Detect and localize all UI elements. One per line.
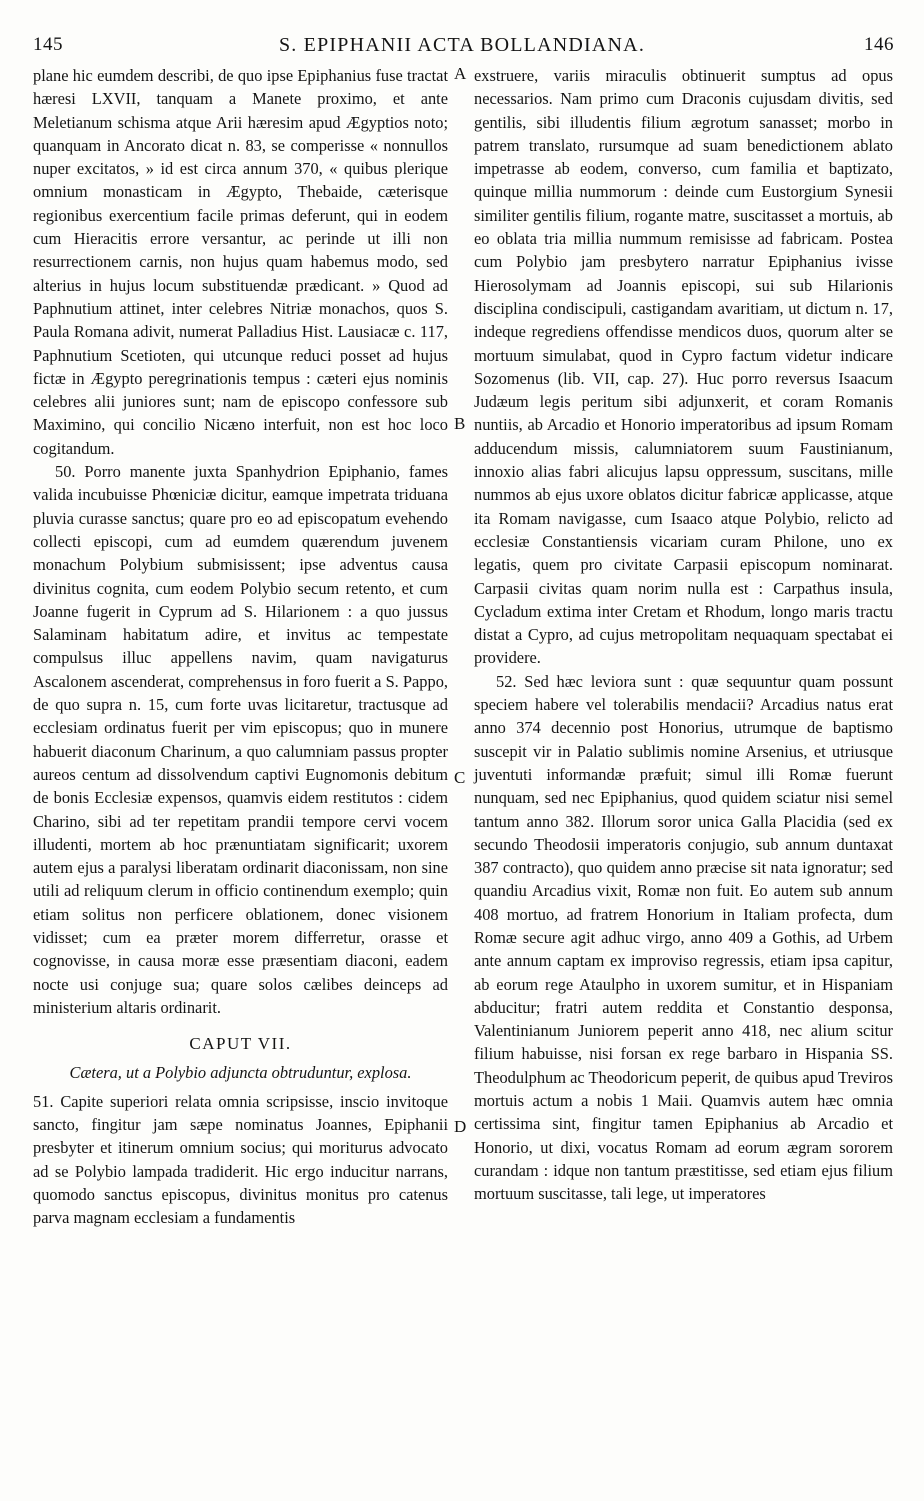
paragraph-51: 51. Capite superiori relata omnia scripsisse, inscio invitoque sancto, fingitur jam sæpe nominatus Joannes, Epiphanii presbyter et itinerum omnium socius; qui moriturus advocato ad se Polybio lampada tradiderit. Hic ergo inducitur narrans, quomodo sanctus episcopus, divinitus monitus pro catenus parva magnam ecclesiam a fundamentis — [33, 1091, 448, 1228]
page-number-left: 145 — [33, 34, 63, 55]
margin-letter-a: A — [454, 64, 467, 83]
paragraph-52: 52. Sed hæc leviora sunt : quæ sequuntur quam possunt speciem habere vel tolerabilis mendacii? Arcadius natus erat anno 374 decennio post Honorius, utrumque de baptismo suscepit vir in Palatio sublimis nomine Arsenius, et utriusque juventuti informandæ præfuit; simul illi Romæ fuerunt nunquam, sed nec Epiphanius, quod quidem sciatur nisi semel tantum anno 382. Illorum soror unica Galla Placidia (sed ex secundo Theodosii imperatoris conjugio, sub annum duntaxat 387 contracto), quo quidem anno præcise sit nata ignoratur; sed quandiu Arcadius vixit, Romæ non fuit. Eo autem sub annum 408 mortuo, ad fratrem Honorium in Italiam profecta, dum Romæ secure agit adhuc virgo, anno 409 a Gothis, ad Urbem ante annum captam ex improviso regressis, etiam ipsa capitur, ab eorum rege Ataulpho in uxorem sumitur, et in Hispaniam abducitur; fratri autem reddita et Constantio desponsa, Valentinianum Juniorem peperit anno 418, nec alium scitur filium habuisse, nisi forsan ex rege barbaro in Hispania SS. Theodulphum ac Theodoricum peperit, de quibus apud Treviros mortuis actum a nobis 1 Maii. Quamvis autem hæc omnia certissima sint, fingitur tamen Epiphanius ab Arcadio et Honorio, ut dixi, vocatus Romam ad eorum ægram sororem curandam : idque non tantum præstitisse, sed etiam ejus filium mortuum suscitasse, tali lege, ut imperatores — [474, 671, 893, 1204]
paragraph-50: 50. Porro manente juxta Spanhydrion Epiphanio, fames valida incubuisse Phœniciæ dicitur, eamque impetrata triduana pluvia curasse sanctus; quare pro eo ad episcopatum evehendo collecti episcopi, cum ad eumdem quærendum juvenem monachum Polybium submisissent; ipse adventus causa divinitus cognita, cum eodem Polybio secum retento, et cum Joanne fugerit in Cyprum ad S. Hilarionem : a quo jussus Salaminam habitatum adire, et invitus ac tempestate compulsus illuc appellens navim, quam navigaturus Ascalonem ascenderat, comprehensus in foro fuerit a S. Pappo, de quo supra n. 15, cum forte uvas licitaretur, tractusque ad ecclesiam ordinatus fuerit per vim episcopus; quo in munere habuerit diaconum Charinum, a quo calumniam passus propter aureos centum ad dissolvendum captivi Eugnomonis debitum de bonis Ecclesiæ expensos, quamvis eidem restitutos : cidem Charino, sibi ad ter repetitam prandii tempore cervi vocem illudenti, mortem ab hoc prænuntiatam significarit; uxorem autem ejus a paralysi liberatam ordinarit diaconissam, non sine utili ad reliquum clerum in officio continendum exemplo; quin etiam solitus non perficere oblationem, donec visionem vidisset; cum ea præter morem differretur, orasse et cognovisse, in causa moræ esse præsentiam diaconi, eadem nocte usi conjuge sua; quare solos cælibes deinceps ad ministerium altaris ordinarit. — [33, 462, 448, 1017]
margin-letter-b: B — [454, 414, 466, 433]
margin-letter-d: D — [454, 1117, 467, 1136]
paragraph-continued: plane hic eumdem describi, de quo ipse Epiphanius fuse tractat hæresi LXVII, tanquam a Manete proximo, et ante Meletianum schisma atque Arii hæresim apud Ægyptios noto; quanquam in Ancorato dicat n. 83, se comperisse « nonnullos nuper excitatos, » id est circa annum 370, « quibus plerique omnium monasticam in Ægypto, Thebaide, cæterisque regionibus exercentium facile primas deferunt, qui in eodem cum Hieracitis errore versantur, ac perinde ut illi non resurrectionem carnis, non hujus quam habemus modo, sed alterius in hujus locum substituendæ prædicant. » Quod ad Paphnutium attinet, inter celebres Nitriæ monachos, quos S. Paula Romana adivit, numerat Palladius Hist. Lausiacæ c. 117, Paphnutium Scetioten, qui utcunque reduci posset ad hujus fictæ in Ægypto peregrinationis tempus : cæteri ejus nominis celebres alii juniores sunt; nam de episcopo confessore sub Maximino, qui concilio Nicæno interfuit, non est hoc loco cogitandum. — [33, 66, 448, 458]
running-title: S. EPIPHANII ACTA BOLLANDIANA. — [278, 34, 646, 56]
paragraph-continued-right: exstruere, variis miraculis obtinuerit sumptus ad opus necessarios. Nam primo cum Draconis cujusdam divitis, sed gentilis, sibi illudentis filium ægrotum sanasset; morbo in patrem translato, rursumque ad suam benedictionem ablato impetrasse ab eodem, converso, cum familia et baptizato, quinque millia nummorum : deinde cum Eustorgium Synesii similiter gentilis filium, rogante matre, suscitasset a mortuis, ab eo oblata tria millia nummum remisisse ad fabricam. Postea cum Polybio jam presbytero narratur Epiphanius ivisse Hierosolymam ad Joannis episcopi, sui sub Hilarionis disciplina condiscipuli, castigandam avaritiam, ut dictum n. 17, indeque regrediens offendisse mendicos duos, quorum alter se mortuum simulabat, quod in Cypro factum videtur indicare Sozomenus (lib. VII, cap. 27). Huc porro reversus Isaacum Judæum legis peritum sibi adjunxerit, et coram Romanis nuntiis, ab Arcadio et Honorio imperatoribus ad ipsum Romam adducendum missis, calumniatorem suum Faustinianum, innoxio alias fabri alicujus lapsu oppressum, suscitans, mille nummos ab ejus uxore oblatos dicitur fabricæ applicasse, atque ita Romam navigasse, cum Isaaco atque Polybio, relicto ad ecclesiæ Constantiensis vicariam curam Philone, uno ex legatis, quem pro civitate Carpasii episcopum nominarat. Carpasii civitas quam norim nulla est : Carpathus insula, Cycladum extima inter Cretam et Rhodum, longo maris tractu distat a Cypro, ad cujus metropolitam nequaquam spectabat ei providere. — [474, 66, 893, 668]
page-header — [0, 30, 924, 64]
chapter-subtitle: Cætera, ut a Polybio adjuncta obtruduntur, explosa. — [69, 1063, 412, 1083]
chapter-title: CAPUT VII. — [189, 1034, 292, 1054]
left-column — [33, 64, 448, 1230]
right-column — [474, 64, 893, 1206]
page-number-right: 146 — [864, 34, 894, 55]
margin-letter-c: C — [454, 768, 466, 787]
